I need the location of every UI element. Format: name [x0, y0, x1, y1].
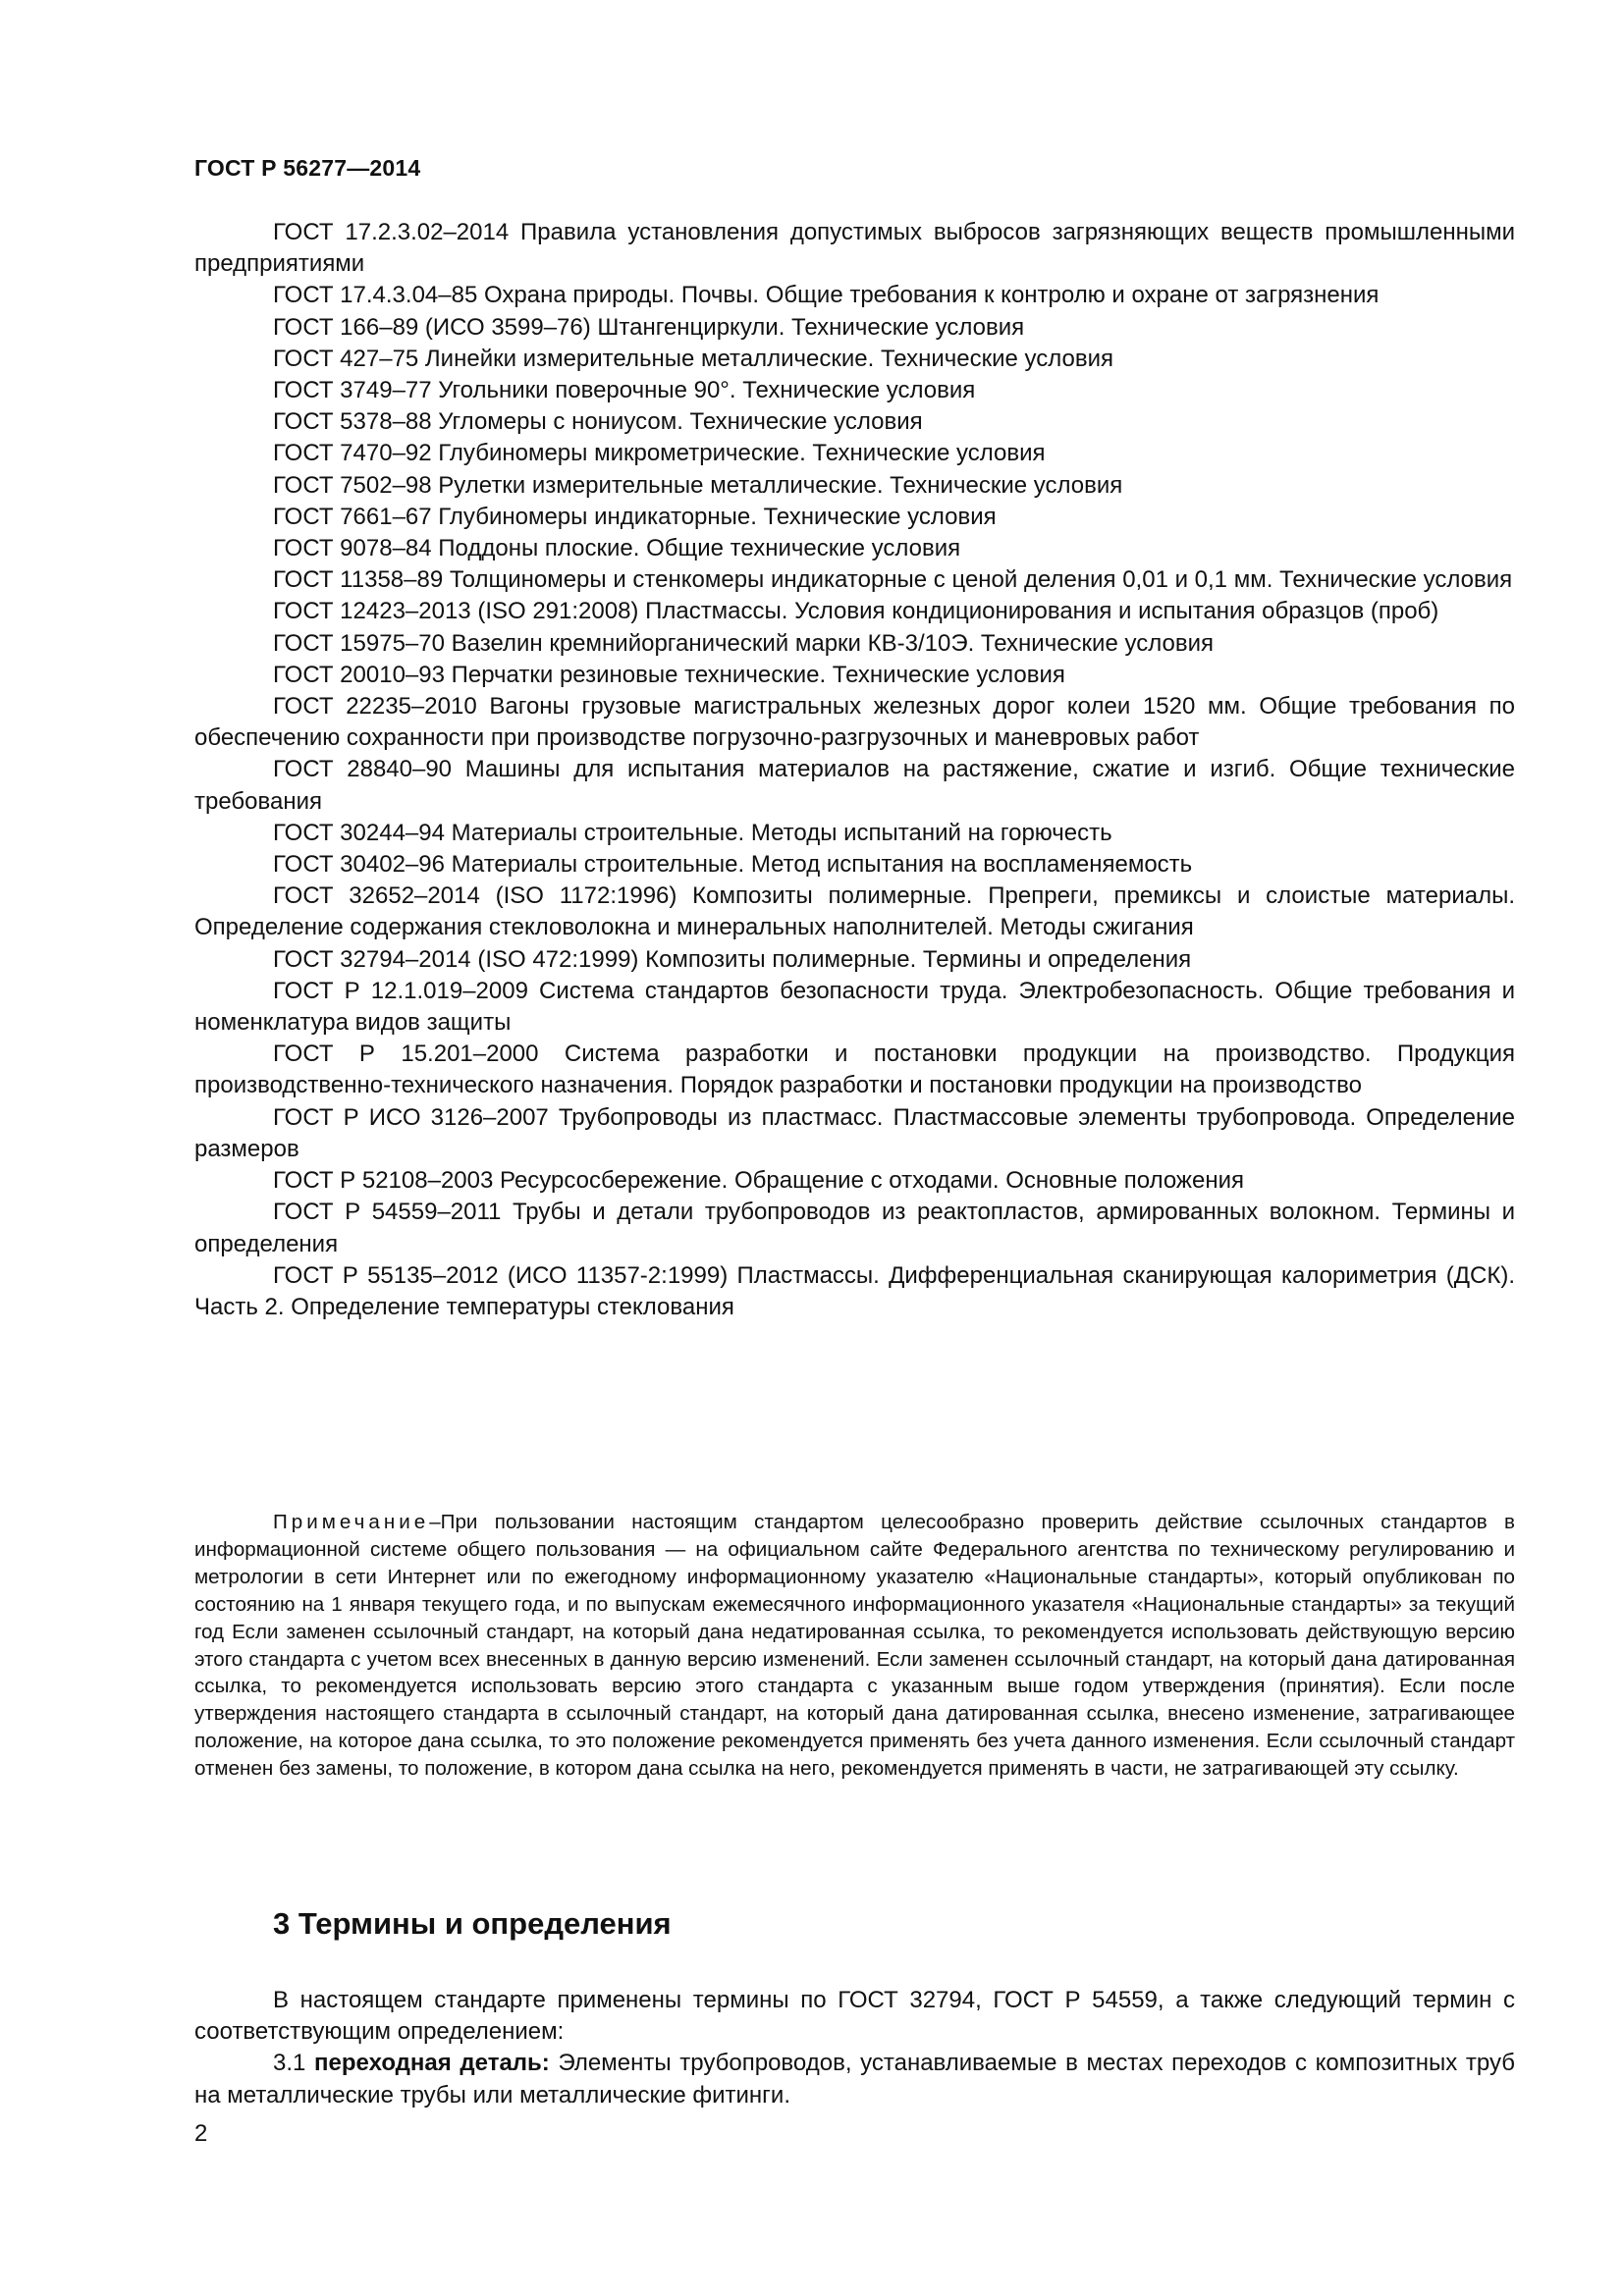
reference-item: ГОСТ Р ИСО 3126–2007 Трубопроводы из пластмасс. Пластмассовые элементы трубопровода. Определение размеров — [194, 1103, 1515, 1162]
reference-item: ГОСТ 30244–94 Материалы строительные. Методы испытаний на горючесть — [273, 819, 1112, 846]
reference-item: ГОСТ 22235–2010 Вагоны грузовые магистральных железных дорог колеи 1520 мм. Общие требования по обеспечению сохранности при производстве погрузочно-разгрузочных и маневровых работ — [194, 693, 1515, 752]
reference-item: ГОСТ 32652–2014 (ISO 1172:1996) Композиты полимерные. Препреги, премиксы и слоистые материалы. Определение содержания стекловолокна и минеральных наполнителей. Методы сжигания — [194, 882, 1515, 941]
reference-item: ГОСТ 15975–70 Вазелин кремнийорганический марки КВ-3/10Э. Технические условия — [273, 629, 1214, 657]
note-dash: – — [429, 1511, 441, 1533]
reference-item: ГОСТ 17.4.3.04–85 Охрана природы. Почвы. Общие требования к контролю и охране от загрязнения — [273, 282, 1380, 309]
term-number: 3.1 — [273, 2050, 306, 2077]
reference-item: ГОСТ 11358–89 Толщиномеры и стенкомеры индикаторные с ценой деления 0,01 и 0,1 мм. Технические условия — [273, 566, 1513, 594]
page-number: 2 — [194, 2120, 208, 2147]
reference-item: ГОСТ 166–89 (ИСО 3599–76) Штангенциркули. Технические условия — [273, 313, 1025, 341]
reference-item: ГОСТ Р 54559–2011 Трубы и детали трубопроводов из реактопластов, армированных волокном. Термины и определения — [194, 1199, 1515, 1257]
reference-item: ГОСТ 3749–77 Угольники поверочные 90°. Технические условия — [273, 377, 976, 404]
section-body — [194, 1985, 1515, 2111]
term-definition-paragraph — [194, 2048, 1515, 2110]
section-intro: В настоящем стандарте применены термины по ГОСТ 32794, ГОСТ Р 54559, а также следующий термин с соответствующим определением: — [194, 1987, 1515, 2046]
term-definition: Элементы трубопроводов, устанавливаемые в местах переходов с композитных труб на металлические трубы или металлические фитинги. — [194, 2050, 1515, 2109]
normative-references-list — [194, 217, 1515, 1323]
term-name: переходная деталь: — [314, 2050, 550, 2077]
reference-item: ГОСТ Р 15.201–2000 Система разработки и постановки продукции на производство. Продукция производственно-технического назначения. Порядок разработки и постановки продукции на производство — [194, 1041, 1515, 1099]
reference-item: ГОСТ 7470–92 Глубиномеры микрометрические. Технические условия — [273, 440, 1046, 467]
reference-item: ГОСТ 12423–2013 (ISO 291:2008) Пластмассы. Условия кондиционирования и испытания образцов (проб) — [273, 598, 1439, 625]
section-title: 3 Термины и определения — [273, 1906, 672, 1941]
reference-item: ГОСТ 30402–96 Материалы строительные. Метод испытания на воспламеняемость — [273, 851, 1193, 879]
reference-item: ГОСТ 20010–93 Перчатки резиновые технические. Технические условия — [273, 661, 1065, 688]
references-note — [194, 1509, 1515, 1783]
reference-item: ГОСТ 7661–67 Глубиномеры индикаторные. Технические условия — [273, 503, 997, 530]
reference-item: ГОСТ Р 12.1.019–2009 Система стандартов безопасности труда. Электробезопасность. Общие требования и номенклатура видов защиты — [194, 977, 1515, 1037]
reference-item: ГОСТ 28840–90 Машины для испытания материалов на растяжение, сжатие и изгиб. Общие технические требования — [194, 756, 1515, 815]
reference-item: ГОСТ 9078–84 Поддоны плоские. Общие технические условия — [273, 535, 961, 562]
note-label: Примечание — [273, 1511, 430, 1533]
reference-item: ГОСТ 5378–88 Угломеры с нониусом. Технические условия — [273, 408, 923, 436]
reference-item: ГОСТ 32794–2014 (ISO 472:1999) Композиты полимерные. Термины и определения — [273, 945, 1192, 973]
note-text: При пользовании настоящим стандартом целесообразно проверить действие ссылочных стандартов в информационной системе общего пользования — на официальном сайте Федерального агентства по техническому регулированию и метрологии в сети Интернет или по ежегодному информационному указателю «Национальные стандарты», который опубликован по состоянию на 1 января текущего года, и по выпускам ежемесячного информационного указателя «Национальные стандарты» за текущий год Если заменен ссылочный стандарт, на который дана недатированная ссылка, то рекомендуется использовать действующую версию этого стандарта с учетом всех внесенных в данную версию изменений. Если заменен ссылочный стандарт, на который дана датированная ссылка, то рекомендуется использовать версию этого стандарта с указанным выше годом утверждения (принятия). Если после утверждения настоящего стандарта в ссылочный стандарт, на который дана датированная ссылка, внесено изменение, затрагивающее положение, на которое дана ссылка, то это положение рекомендуется применять без учета данного изменения. Если ссылочный стандарт отменен без замены, то положение, в котором дана ссылка на него, рекомендуется применять в части, не затрагивающей эту ссылку. — [194, 1511, 1515, 1781]
reference-item: ГОСТ 7502–98 Рулетки измерительные металлические. Технические условия — [273, 471, 1123, 499]
reference-item: ГОСТ Р 55135–2012 (ИСО 11357-2:1999) Пластмассы. Дифференциальная сканирующая калориметрия (ДСК). Часть 2. Определение температуры стеклования — [194, 1261, 1515, 1320]
reference-item: ГОСТ Р 52108–2003 Ресурсосбережение. Обращение с отходами. Основные положения — [273, 1167, 1244, 1195]
reference-item: ГОСТ 427–75 Линейки измерительные металлические. Технические условия — [273, 345, 1114, 372]
document-code-header: ГОСТ Р 56277—2014 — [194, 155, 421, 181]
reference-item: ГОСТ 17.2.3.02–2014 Правила установления допустимых выбросов загрязняющих веществ промышленными предприятиями — [194, 219, 1515, 278]
